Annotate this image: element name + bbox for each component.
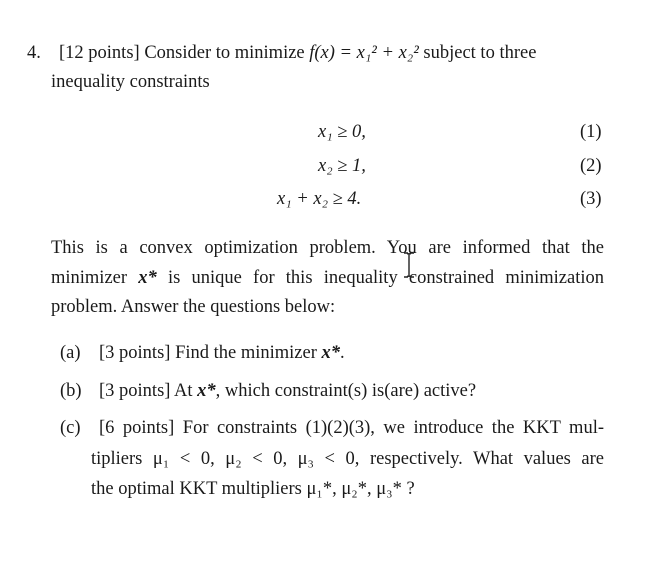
constraint-3 bbox=[277, 189, 361, 210]
paragraph-line-2-b: is unique for this inequality constrained minimization bbox=[167, 268, 605, 288]
paragraph-line-2-a: minimizer bbox=[51, 268, 128, 288]
question-b-text-a: At bbox=[174, 381, 193, 401]
problem-intro-text: Consider to minimize bbox=[144, 43, 305, 63]
constraint-2-label: (2) bbox=[580, 156, 602, 176]
minimizer-var: x* bbox=[138, 268, 157, 288]
question-a-points: [3 points] bbox=[99, 343, 171, 363]
problem-number: 4. bbox=[27, 43, 41, 63]
constraint-3-expr: x₁ + x₂ ≥ 4. bbox=[277, 189, 362, 209]
question-c-points: [6 points] bbox=[99, 418, 175, 438]
problem-line-2: inequality constraints bbox=[51, 72, 210, 92]
constraint-2-expr: x₂ ≥ 1, bbox=[318, 156, 366, 176]
constraint-2 bbox=[318, 156, 366, 177]
question-b-var: x* bbox=[197, 381, 216, 401]
objective-function: f(x) = x₁² + x₂² bbox=[309, 43, 419, 63]
question-b bbox=[99, 381, 476, 402]
question-a-end: . bbox=[340, 343, 345, 363]
question-c-line-3: the optimal KKT multipliers μ₁*, μ₂*, μ₃* ? bbox=[91, 479, 415, 499]
problem-intro-tail: subject to three bbox=[423, 43, 537, 63]
question-b-text-b: , which constraint(s) is(are) active? bbox=[215, 381, 477, 401]
problem-header-line bbox=[59, 43, 536, 64]
paragraph-line-1: This is a convex optimization problem. You are informed that the bbox=[51, 238, 604, 258]
question-b-points: [3 points] bbox=[99, 381, 171, 401]
question-a-var: x* bbox=[321, 343, 340, 363]
constraint-1-expr: x₁ ≥ 0, bbox=[318, 122, 366, 142]
question-a bbox=[99, 343, 345, 364]
constraint-3-label: (3) bbox=[580, 189, 602, 209]
problem-points: [12 points] bbox=[59, 43, 140, 63]
constraint-1 bbox=[318, 122, 366, 143]
question-c-line-2: tipliers μ₁ < 0, μ₂ < 0, μ₃ < 0, respectively. What values are bbox=[91, 449, 604, 469]
paragraph-line-3: problem. Answer the questions below: bbox=[51, 297, 336, 317]
question-c-line-1-text: For constraints (1)(2)(3), we introduce the KKT mul- bbox=[182, 418, 604, 438]
question-c-label: (c) bbox=[60, 418, 81, 438]
constraint-1-label: (1) bbox=[580, 122, 602, 142]
question-b-label: (b) bbox=[60, 381, 82, 401]
paragraph-line-2 bbox=[51, 268, 604, 289]
question-a-label: (a) bbox=[60, 343, 81, 363]
text-cursor-icon bbox=[402, 252, 416, 278]
question-c-line-1 bbox=[99, 418, 604, 439]
question-a-text: Find the minimizer bbox=[175, 343, 317, 363]
